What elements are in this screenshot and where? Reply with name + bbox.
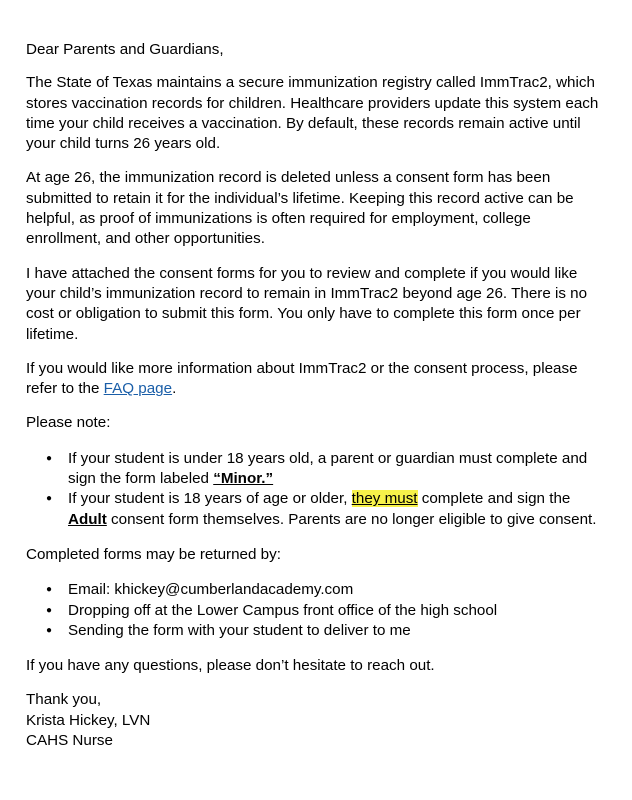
salutation: Dear Parents and Guardians,	[26, 41, 224, 58]
questions-text: If you have any questions, please don’t hesitate to reach out.	[26, 657, 435, 675]
note-item-adult	[26, 489, 602, 530]
note-list	[26, 449, 602, 530]
paragraph-registry: The State of Texas maintains a secure immunization registry called ImmTrac2, which stores vaccination records for children. Healthcare providers update this system each time your child receives a vaccination. By default, these records remain active until your child turns 26 years old.	[26, 74, 599, 153]
return-item-email: ● Email: khickey@cumberlandacademy.com	[26, 580, 602, 600]
note-minor-text: If your student is under 18 years old, a parent or guardian must complete and sign the form labeled	[68, 449, 588, 488]
return-list	[26, 580, 602, 641]
more-info-text: If you would like more information about ImmTrac2 or the consent process, please refer to the	[26, 359, 578, 398]
paragraph-age-26: At age 26, the immunization record is deleted unless a consent form has been submitted to retain it for the individual’s lifetime. Keeping this record active can be helpful, as proof of immunizations is often required for employment, college enrollment, and other opportunities.	[26, 169, 574, 248]
return-item-dropoff: ● Dropping off at the Lower Campus front office of the high school	[26, 601, 602, 621]
note-item-minor	[26, 449, 602, 490]
more-info-period: .	[172, 380, 177, 398]
adult-form-label: Adult	[68, 510, 107, 528]
closing-thanks: Thank you,	[26, 691, 102, 709]
return-item-student: ● Sending the form with your student to deliver to me	[26, 621, 602, 641]
please-note-label: Please note:	[26, 414, 111, 432]
faq-page-link[interactable]: FAQ page	[103, 380, 173, 398]
note-adult-middle: complete and sign the	[417, 490, 571, 508]
highlighted-they-must: they must	[351, 490, 418, 508]
signer-name: Krista Hickey, LVN	[26, 711, 151, 729]
paragraph-consent-forms: I have attached the consent forms for you to review and complete if you would like your child’s immunization record to remain in ImmTrac2 beyond age 26. There is no cost or obligation to submit this form. You only have to complete this form once per lifetime.	[26, 264, 588, 343]
paragraph-more-info	[26, 359, 602, 400]
note-adult-end: consent form themselves. Parents are no longer eligible to give consent.	[106, 510, 597, 528]
signer-title: CAHS Nurse	[26, 732, 113, 750]
closing	[26, 690, 602, 751]
return-label: Completed forms may be returned by:	[26, 545, 281, 563]
note-adult-text: If your student is 18 years of age or older,	[68, 490, 352, 508]
minor-form-label: “Minor.”	[213, 470, 274, 488]
